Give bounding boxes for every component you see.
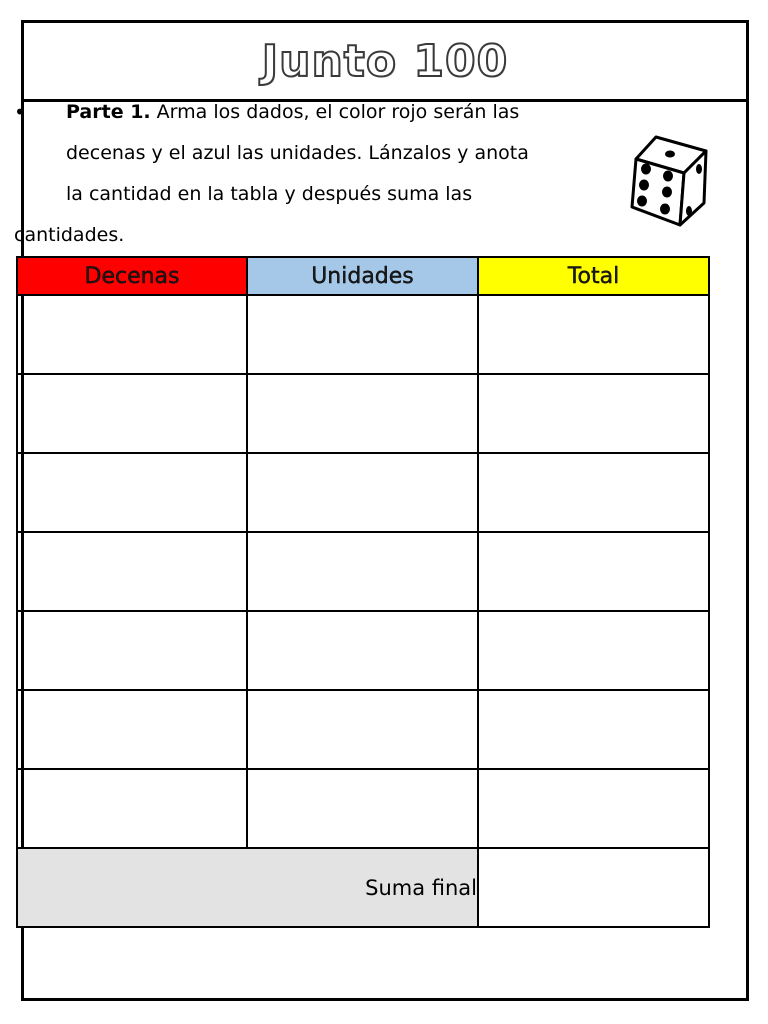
cell-unidades[interactable] [247,769,478,848]
cell-total[interactable] [478,295,709,374]
header-decenas: Decenas [17,257,247,295]
instruction-line-1-text: Arma los dados, el color rojo serán las [150,101,520,123]
dice-table [16,256,710,928]
cell-total[interactable] [478,690,709,769]
title-bar [24,23,746,102]
cell-decenas[interactable] [17,295,247,374]
instruction-line-2: decenas y el azul las unidades. Lánzalos y anota [66,142,529,164]
cell-unidades[interactable] [247,690,478,769]
instructions [14,92,624,256]
suma-final-label: Suma final [17,848,478,927]
table-row [17,690,709,769]
header-total: Total [478,257,709,295]
cell-unidades[interactable] [247,374,478,453]
page-title: Junto 100 [261,35,509,87]
dice-six-icon [614,133,714,233]
instruction-line-1 [14,92,624,133]
cell-decenas[interactable] [17,532,247,611]
instruction-line-4: cantidades. [14,224,125,246]
cell-decenas[interactable] [17,690,247,769]
header-unidades: Unidades [247,257,478,295]
bullet: • [14,100,26,124]
cell-total[interactable] [478,374,709,453]
cell-decenas[interactable] [17,611,247,690]
cell-decenas[interactable] [17,453,247,532]
cell-total[interactable] [478,532,709,611]
table-row [17,532,709,611]
cell-unidades[interactable] [247,611,478,690]
cell-decenas[interactable] [17,769,247,848]
cell-unidades[interactable] [247,295,478,374]
cell-total[interactable] [478,611,709,690]
table-row [17,769,709,848]
table-row [17,295,709,374]
header-row [17,257,709,295]
cell-unidades[interactable] [247,453,478,532]
table-row [17,453,709,532]
table-row [17,374,709,453]
cell-total[interactable] [478,453,709,532]
suma-final-cell[interactable] [478,848,709,927]
cell-decenas[interactable] [17,374,247,453]
cell-total[interactable] [478,769,709,848]
instruction-line-3: la cantidad en la tabla y después suma las [66,183,473,205]
table-row [17,611,709,690]
suma-final-row [17,848,709,927]
cell-unidades[interactable] [247,532,478,611]
parte-label: Parte 1. [66,101,151,123]
